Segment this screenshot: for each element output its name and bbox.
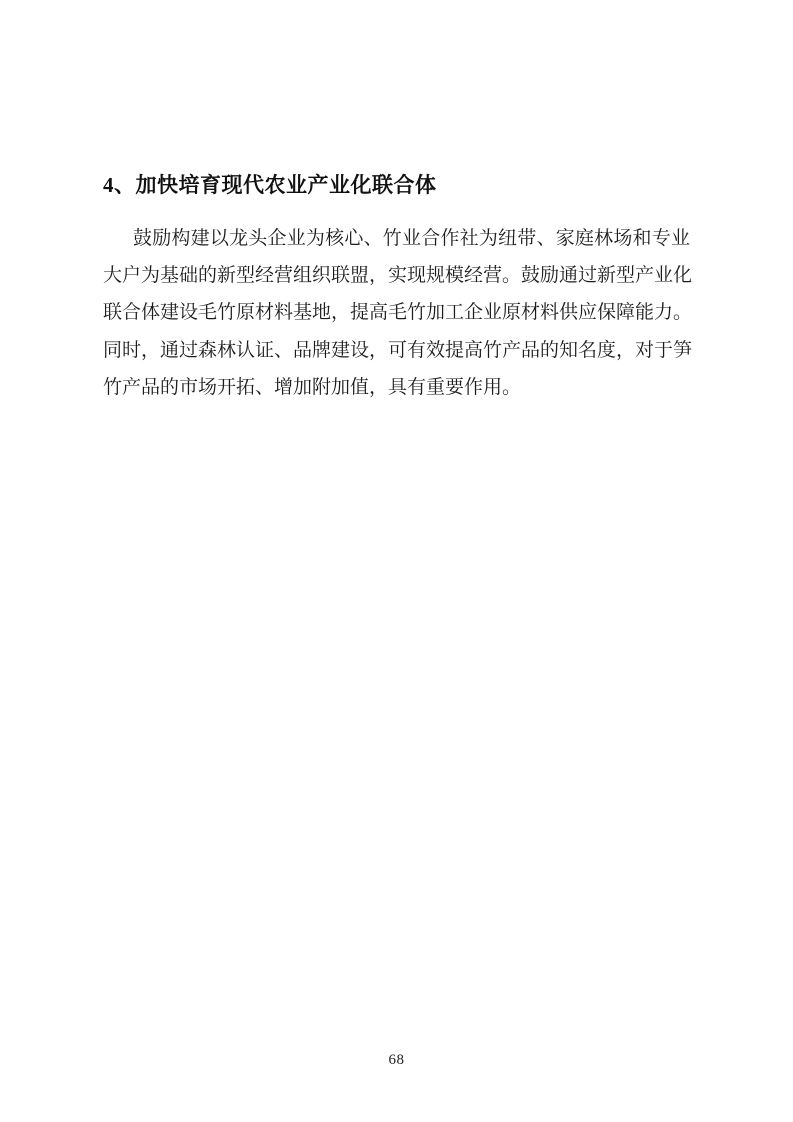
paragraph-line: 同时，通过森林认证、品牌建设，可有效提高竹产品的知名度，对于笋 bbox=[103, 339, 693, 361]
paragraph-line: 联合体建设毛竹原材料基地，提高毛竹加工企业原材料供应保障能力。 bbox=[103, 302, 693, 324]
paragraph-line: 大户为基础的新型经营组织联盟，实现规模经营。鼓励通过新型产业化 bbox=[103, 265, 693, 287]
paragraph-line: 竹产品的市场开拓、增加附加值，具有重要作用。 bbox=[103, 376, 522, 398]
body-paragraph bbox=[103, 220, 693, 406]
section-heading: 4、加快培育现代农业产业化联合体 bbox=[103, 173, 437, 197]
page-content bbox=[103, 172, 693, 406]
paragraph-line: 鼓励构建以龙头企业为核心、竹业合作社为纽带、家庭林场和专业 bbox=[133, 228, 690, 249]
page-number: 68 bbox=[388, 1052, 405, 1068]
